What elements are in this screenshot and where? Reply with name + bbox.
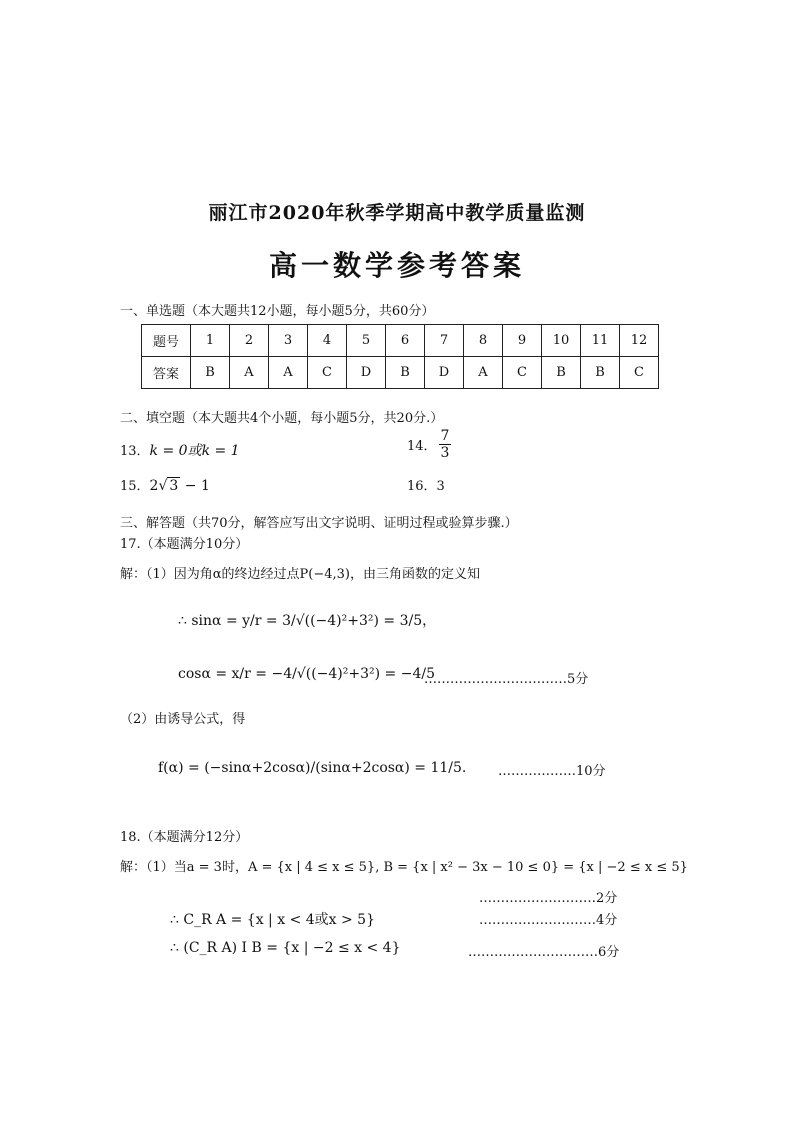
answer-cell: A <box>269 357 308 389</box>
question-number: 5 <box>347 325 386 357</box>
f-equation: f(α) = (−sinα+2cosα)/(sinα+2cosα) = 11/5. <box>158 760 467 776</box>
fraction-numerator: 7 <box>440 428 450 444</box>
sin-equation: ∴ sinα = y/r = 3/√((−4)²+3²) = 3/5， <box>178 613 437 629</box>
cos-equation: cosα = x/r = −4/√((−4)²+3²) = −4/5 <box>178 666 435 682</box>
answer-label: 15． <box>120 479 150 494</box>
fraction-denominator: 3 <box>440 445 450 462</box>
question-number: 1 <box>191 325 230 357</box>
answer-label: 13． <box>120 444 150 459</box>
answer-label: 14． <box>407 439 437 455</box>
score-marker: ………………………2分 <box>479 891 618 906</box>
question-number: 10 <box>542 325 581 357</box>
answer-cell: B <box>191 357 230 389</box>
q18-title: 18.（本题满分12分） <box>120 830 249 845</box>
question-number: 9 <box>503 325 542 357</box>
answer-cell: D <box>425 357 464 389</box>
q17-part2: （2）由诱导公式，得 <box>120 712 246 727</box>
question-number: 4 <box>308 325 347 357</box>
answer-value: − 1 <box>180 478 210 494</box>
answer-cell: B <box>581 357 620 389</box>
score-marker: ……………………………5分 <box>424 672 589 687</box>
answer-value: k = 0或k = 1 <box>149 443 240 459</box>
answer-15: 15．2√ 3 − 1 <box>120 478 210 494</box>
exam-title: 丽江市2020年秋季学期高中教学质量监测 <box>208 202 586 224</box>
complement-equation: ∴ C_R A = {x | x < 4或x > 5} <box>170 912 375 928</box>
table-row-numbers <box>142 325 659 357</box>
answer-16 <box>407 475 445 494</box>
q17-title: 17.（本题满分10分） <box>120 537 249 552</box>
table-header-cell: 答案 <box>142 357 191 389</box>
answer-table <box>141 324 659 389</box>
answer-cell: C <box>620 357 659 389</box>
question-number: 3 <box>269 325 308 357</box>
answer-label: 16． <box>407 479 437 494</box>
answer-cell: B <box>386 357 425 389</box>
section3-heading: 三、解答题（共70分，解答应写出文字说明、证明过程或验算步骤.） <box>120 516 518 531</box>
table-row-answers <box>142 357 659 389</box>
intersection-equation: ∴ (C_R A) I B = {x | −2 ≤ x < 4} <box>170 940 401 956</box>
score-marker: ………………10分 <box>498 764 606 779</box>
answer-value: 2 <box>149 478 159 494</box>
answer-cell: A <box>230 357 269 389</box>
question-number: 8 <box>464 325 503 357</box>
answer-cell: D <box>347 357 386 389</box>
answer-14 <box>407 428 453 461</box>
score-marker: ………………………4分 <box>479 913 618 928</box>
question-number: 11 <box>581 325 620 357</box>
question-number: 2 <box>230 325 269 357</box>
answer-cell: C <box>308 357 347 389</box>
answer-cell: A <box>464 357 503 389</box>
answer-cell: B <box>542 357 581 389</box>
answer-13 <box>120 440 240 460</box>
table-header-cell: 题号 <box>142 325 191 357</box>
q17-part1: 解：（1）因为角α的终边经过点P(−4,3)，由三角函数的定义知 <box>120 567 481 582</box>
answer-value: 3 <box>436 479 445 494</box>
radicand: 3 <box>169 478 179 494</box>
q18-part1: 解：（1）当a = 3时，A = {x | 4 ≤ x ≤ 5}, B = {x | x² − 3x − 10 ≤ 0} = {x | −2 ≤ x ≤ 5} <box>120 860 688 875</box>
question-number: 6 <box>386 325 425 357</box>
section2-heading: 二、填空题（本大题共4个小题，每小题5分，共20分.） <box>120 411 444 426</box>
answer-key-title: 高一数学参考答案 <box>268 249 525 282</box>
answer-cell: C <box>503 357 542 389</box>
score-marker: …………………………6分 <box>468 945 620 960</box>
question-number: 7 <box>425 325 464 357</box>
question-number: 12 <box>620 325 659 357</box>
section1-heading: 一、单选题（本大题共12小题，每小题5分，共60分） <box>120 304 435 319</box>
